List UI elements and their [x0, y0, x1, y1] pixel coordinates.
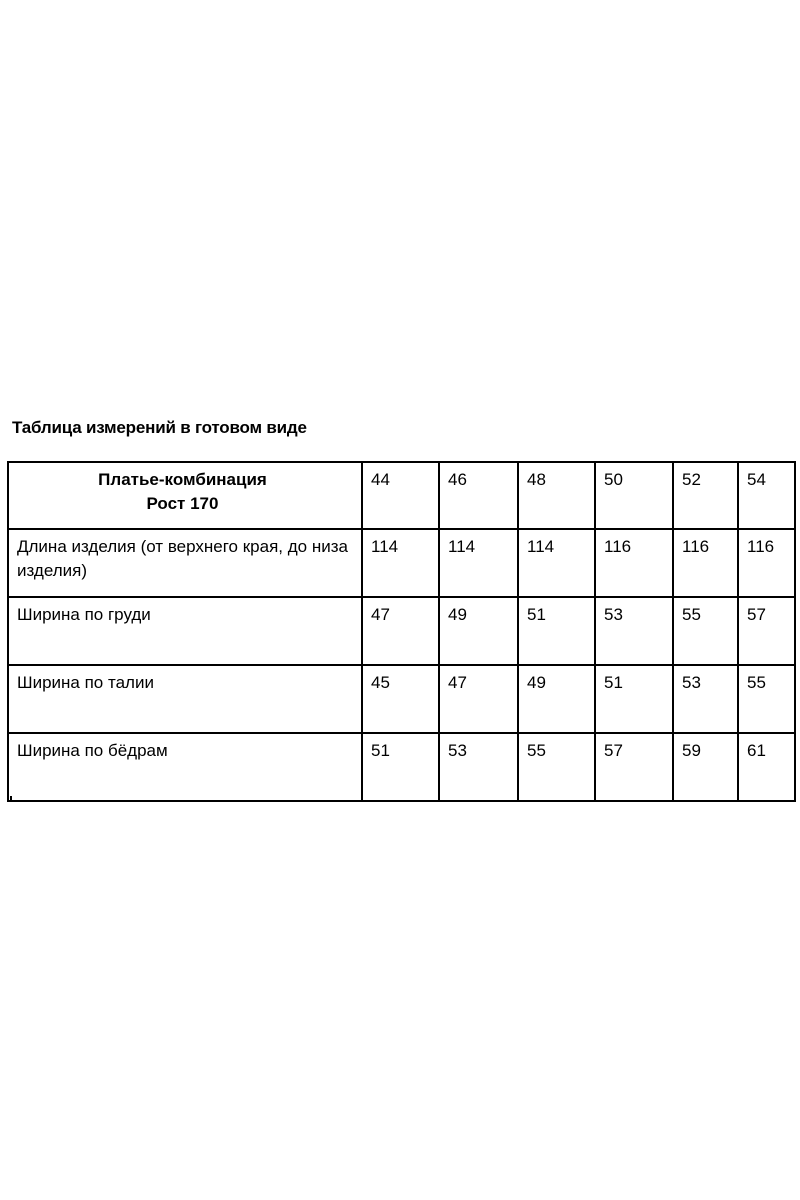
- value-cell: 51: [595, 665, 673, 733]
- size-header-cell: 50: [595, 462, 673, 529]
- table-row: [8, 597, 795, 665]
- table-row: [8, 529, 795, 597]
- stray-mark: [10, 796, 12, 800]
- value-cell: 55: [673, 597, 738, 665]
- value-cell: 51: [362, 733, 439, 801]
- value-cell: 57: [738, 597, 795, 665]
- size-header-cell: 44: [362, 462, 439, 529]
- measurements-table: [7, 461, 796, 802]
- row-label-cell: Ширина по бёдрам: [8, 733, 362, 801]
- row-label-cell: Длина изделия (от верхнего края, до низа изделия): [8, 529, 362, 597]
- value-cell: 53: [673, 665, 738, 733]
- value-cell: 116: [595, 529, 673, 597]
- size-header-cell: 54: [738, 462, 795, 529]
- product-header-cell: [8, 462, 362, 529]
- value-cell: 45: [362, 665, 439, 733]
- value-cell: 61: [738, 733, 795, 801]
- value-cell: 114: [439, 529, 518, 597]
- table-row: [8, 665, 795, 733]
- value-cell: 53: [439, 733, 518, 801]
- row-label-cell: Ширина по груди: [8, 597, 362, 665]
- size-header-cell: 52: [673, 462, 738, 529]
- value-cell: 114: [362, 529, 439, 597]
- value-cell: 57: [595, 733, 673, 801]
- value-cell: 114: [518, 529, 595, 597]
- product-name: Платье-комбинация: [98, 470, 267, 489]
- value-cell: 59: [673, 733, 738, 801]
- value-cell: 49: [439, 597, 518, 665]
- value-cell: 116: [738, 529, 795, 597]
- value-cell: 55: [738, 665, 795, 733]
- page-title: Таблица измерений в готовом виде: [12, 418, 307, 437]
- table-header-row: [8, 462, 795, 529]
- value-cell: 47: [439, 665, 518, 733]
- value-cell: 116: [673, 529, 738, 597]
- value-cell: 47: [362, 597, 439, 665]
- row-label-cell: Ширина по талии: [8, 665, 362, 733]
- value-cell: 55: [518, 733, 595, 801]
- value-cell: 51: [518, 597, 595, 665]
- value-cell: 49: [518, 665, 595, 733]
- size-header-cell: 48: [518, 462, 595, 529]
- value-cell: 53: [595, 597, 673, 665]
- size-header-cell: 46: [439, 462, 518, 529]
- table-row: [8, 733, 795, 801]
- product-height: Рост 170: [146, 494, 219, 513]
